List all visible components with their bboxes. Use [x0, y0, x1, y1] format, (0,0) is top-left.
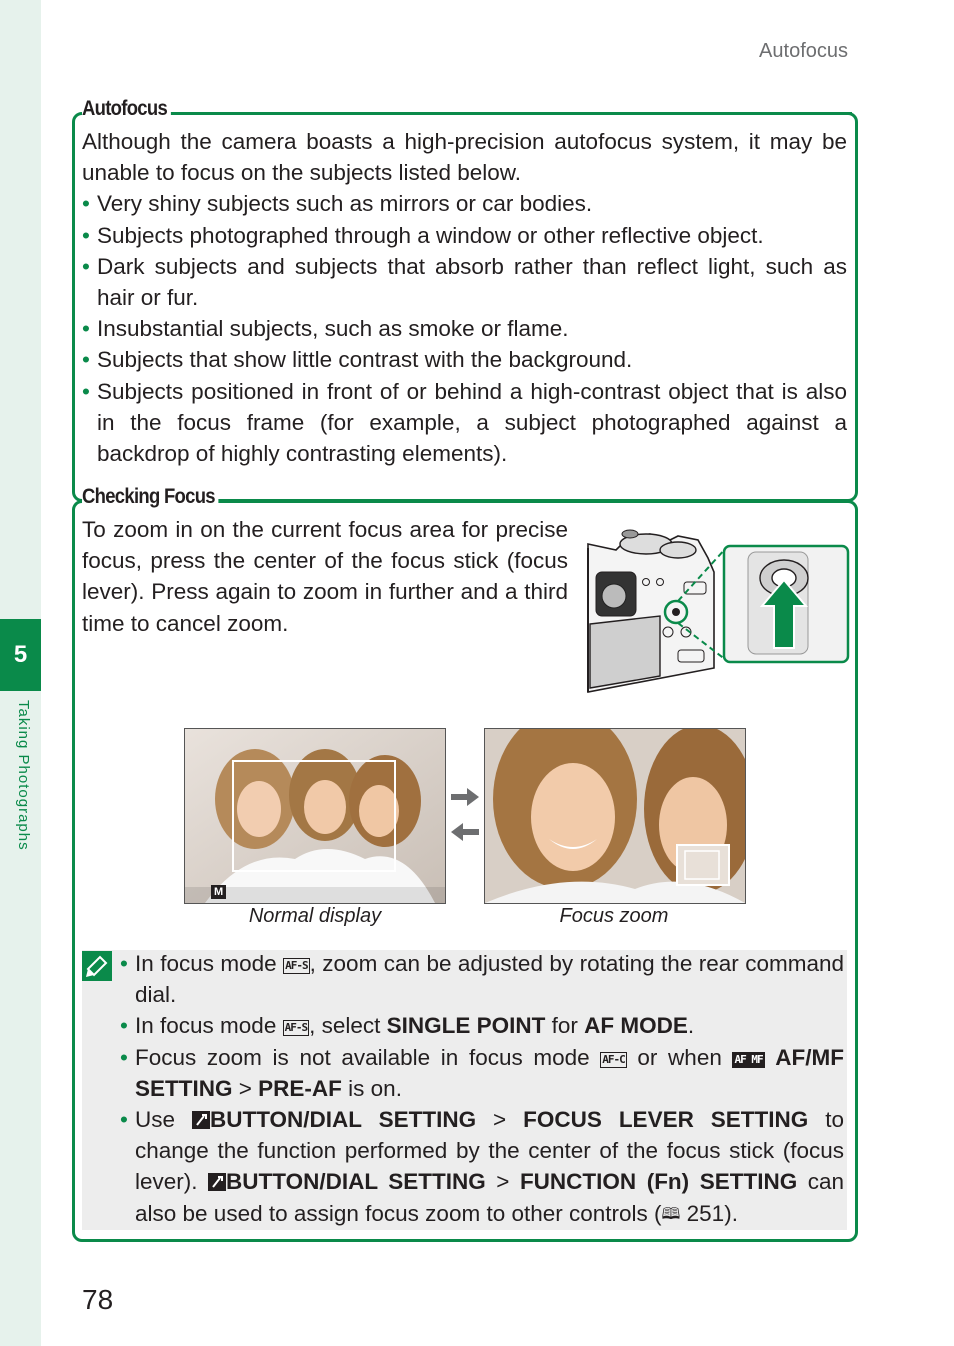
- normal-display-caption: Normal display: [248, 905, 382, 927]
- list-item: • Very shiny subjects such as mirrors or car bodies.: [82, 188, 847, 219]
- menu-item-af-mf-setting: AF/MF SETTING: [135, 1044, 844, 1101]
- note-item: [120, 1010, 844, 1041]
- note-text: or when: [626, 1044, 733, 1070]
- page-reference-book-icon[interactable]: 🕮: [661, 1205, 681, 1223]
- note-text: .: [687, 1013, 695, 1039]
- list-item: • Subjects positioned in front of or behind a high-contrast object that is also in the focus frame (for example, a subject photographed against a backdrop of highly contrasting elements).: [82, 376, 847, 470]
- list-item: • Subjects photographed through a window or other reflective object.: [82, 220, 847, 251]
- page-reference[interactable]: 251).: [680, 1200, 738, 1226]
- note-text: , select: [309, 1013, 387, 1039]
- note-text: can also be used to assign focus zoom to other controls (: [135, 1169, 845, 1226]
- wrench-setup-icon: [192, 1111, 210, 1129]
- list-item: • Dark subjects and subjects that absorb rather than reflect light, such as hair or fur.: [82, 251, 847, 313]
- normal-display-photo: [184, 728, 446, 904]
- note-text: In focus mode: [135, 1013, 283, 1039]
- note-text: >: [485, 1169, 520, 1195]
- af-s-mode-icon: AF-S: [285, 959, 308, 972]
- checking-focus-intro: [82, 514, 568, 639]
- note-text: In focus mode: [135, 951, 284, 976]
- note-item: [120, 948, 844, 1010]
- wrench-setup-icon: [208, 1173, 226, 1191]
- mode-badge: M: [211, 885, 226, 899]
- note-text: >: [476, 1107, 524, 1133]
- note-text: for: [545, 1013, 585, 1039]
- af-c-mode-icon: AF-C: [602, 1052, 625, 1066]
- arrows-icon: [449, 785, 481, 847]
- note-text: Focus zoom is not available in focus mode: [135, 1044, 601, 1070]
- menu-item-function-fn-setting: FUNCTION (Fn) SETTING: [519, 1169, 798, 1195]
- page-number: 78: [82, 1284, 114, 1315]
- camera-illustration: [586, 528, 850, 696]
- note-item: [120, 1042, 844, 1104]
- running-head: Autofocus: [759, 40, 848, 62]
- checking-focus-title: Checking Focus: [82, 485, 218, 509]
- zoomed-portrait-icon: [485, 729, 745, 903]
- note-list: [120, 948, 844, 1230]
- note-text: Use: [135, 1107, 192, 1133]
- autofocus-title: Autofocus: [82, 97, 171, 121]
- autofocus-bullet-list: [82, 188, 847, 469]
- menu-item-pre-af: PRE-AF: [258, 1075, 342, 1101]
- note-text: >: [232, 1075, 259, 1101]
- list-item: • Subjects that show little contrast with the background.: [82, 344, 847, 375]
- autofocus-body: [82, 126, 847, 469]
- chapter-label: Taking Photographs: [15, 700, 32, 851]
- menu-item-button-dial-setting: BUTTON/DIAL SETTING: [209, 1107, 477, 1133]
- note-text: is on.: [341, 1075, 402, 1101]
- portrait-photo-icon: [185, 729, 445, 903]
- autofocus-intro: Although the camera boasts a high-precision autofocus system, it may be unable to focus on the subjects listed below.: [82, 129, 847, 186]
- autofocus-title-rule: [172, 112, 852, 115]
- chapter-tab[interactable]: 5: [0, 619, 41, 691]
- af-mf-menu-icon: AF MF: [734, 1052, 763, 1066]
- menu-item-af-mode: AF MODE: [584, 1013, 688, 1039]
- note-pencil-icon: [82, 951, 112, 981]
- intro-paragraph: To zoom in on the current focus area for precise focus, press the center of the focus stick (focus lever). Press again to zoom in further and a third time to cancel zoom.: [82, 517, 568, 636]
- menu-option-single-point: SINGLE POINT: [386, 1013, 546, 1039]
- note-text: to change the function performed by the center of the focus stick (focus lever).: [135, 1107, 844, 1195]
- af-s-mode-icon: AF-S: [284, 1021, 308, 1035]
- menu-item-button-dial-setting: BUTTON/DIAL SETTING: [226, 1169, 486, 1195]
- note-item: [120, 1104, 844, 1230]
- camera-body-icon: [586, 528, 850, 696]
- focus-zoom-caption: Focus zoom: [559, 905, 669, 927]
- menu-item-focus-lever-setting: FOCUS LEVER SETTING: [523, 1107, 809, 1133]
- list-item: • Insubstantial subjects, such as smoke or flame.: [82, 313, 847, 344]
- focus-zoom-photo: [484, 728, 746, 904]
- checking-focus-title-rule: [218, 500, 852, 502]
- note-text: , zoom can be adjusted by rotating the rear command dial.: [135, 951, 844, 1008]
